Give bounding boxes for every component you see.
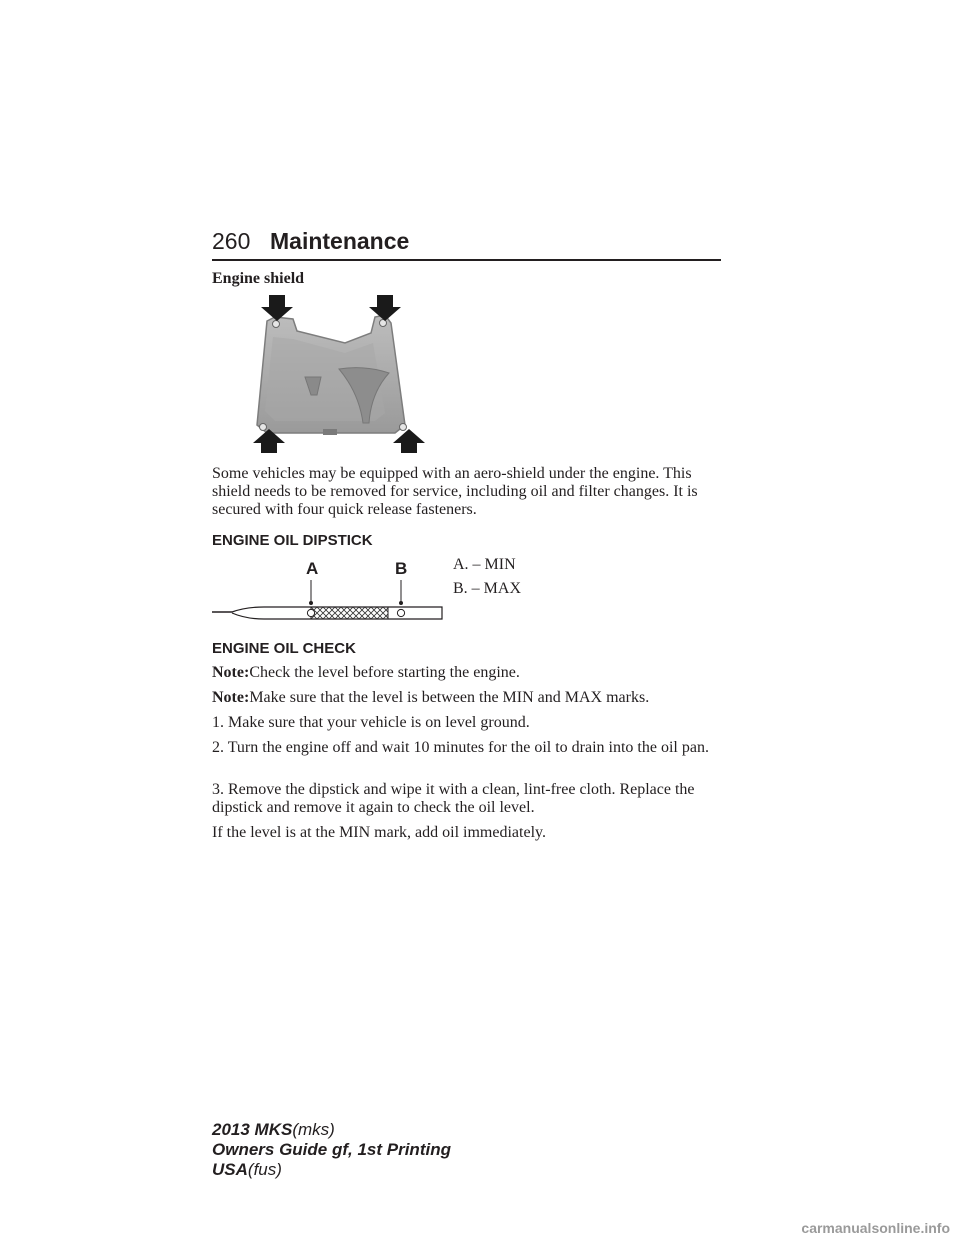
header-divider [212, 259, 721, 261]
fastener-hole [273, 321, 280, 328]
note-1 [212, 664, 722, 682]
min-mark [307, 609, 314, 616]
dipstick-legend-a: A. – MIN [453, 556, 516, 573]
footer-line-2 [212, 1140, 451, 1159]
note-1-text: Check the level before starting the engine. [249, 664, 520, 681]
footer-guide: Owners Guide gf, 1st Printing [212, 1140, 451, 1159]
footer-line-1 [212, 1120, 335, 1139]
note-1-label: Note: [212, 664, 250, 681]
dipstick-heading: ENGINE OIL DIPSTICK [212, 532, 373, 549]
note-2-text: Make sure that the level is between the MIN and MAX marks. [249, 689, 650, 706]
step-2: 2. Turn the engine off and wait 10 minutes for the oil to drain into the oil pan. [212, 739, 709, 756]
dipstick-label-b: B [395, 559, 408, 578]
dipstick-hatch-zone [311, 607, 388, 619]
note-2 [212, 689, 722, 707]
arrow-down-icon [261, 295, 293, 321]
step-3: 3. Remove the dipstick and wipe it with a clean, lint-free cloth. Replace the dipstick and remove it again to check the oil level. [212, 781, 695, 816]
leader-dot-b [399, 601, 403, 605]
footer-region-code: (fus) [247, 1160, 282, 1179]
engine-shield-description: Some vehicles may be equipped with an aero-shield under the engine. This shield needs to be removed for service, including oil and filter changes. It is secured with four quick release fasteners. [212, 465, 698, 518]
footer-model: 2013 MKS [212, 1120, 293, 1139]
engine-shield-illustration [245, 293, 425, 455]
watermark: carmanualsonline.info [801, 1220, 950, 1236]
oil-check-heading: ENGINE OIL CHECK [212, 640, 356, 657]
step-1: 1. Make sure that your vehicle is on level ground. [212, 714, 530, 731]
engine-shield-subheading: Engine shield [212, 270, 305, 287]
dipstick-label-a: A [306, 559, 319, 578]
fastener-hole [260, 424, 267, 431]
shield-bottom-tab [323, 429, 337, 435]
page-number: 260 [212, 228, 251, 254]
dipstick-illustration [212, 556, 444, 622]
fastener-hole [400, 424, 407, 431]
arrow-down-icon [369, 295, 401, 321]
footer-line-3 [212, 1160, 282, 1179]
footer-region: USA [212, 1160, 248, 1179]
max-mark [397, 609, 404, 616]
page-title: Maintenance [270, 228, 410, 254]
final-instruction: If the level is at the MIN mark, add oil immediately. [212, 824, 546, 841]
note-2-label: Note: [212, 689, 250, 706]
leader-dot-a [309, 601, 313, 605]
arrow-up-icon [393, 429, 425, 453]
footer-model-code: (mks) [292, 1120, 335, 1139]
dipstick-legend-b: B. – MAX [453, 580, 522, 597]
